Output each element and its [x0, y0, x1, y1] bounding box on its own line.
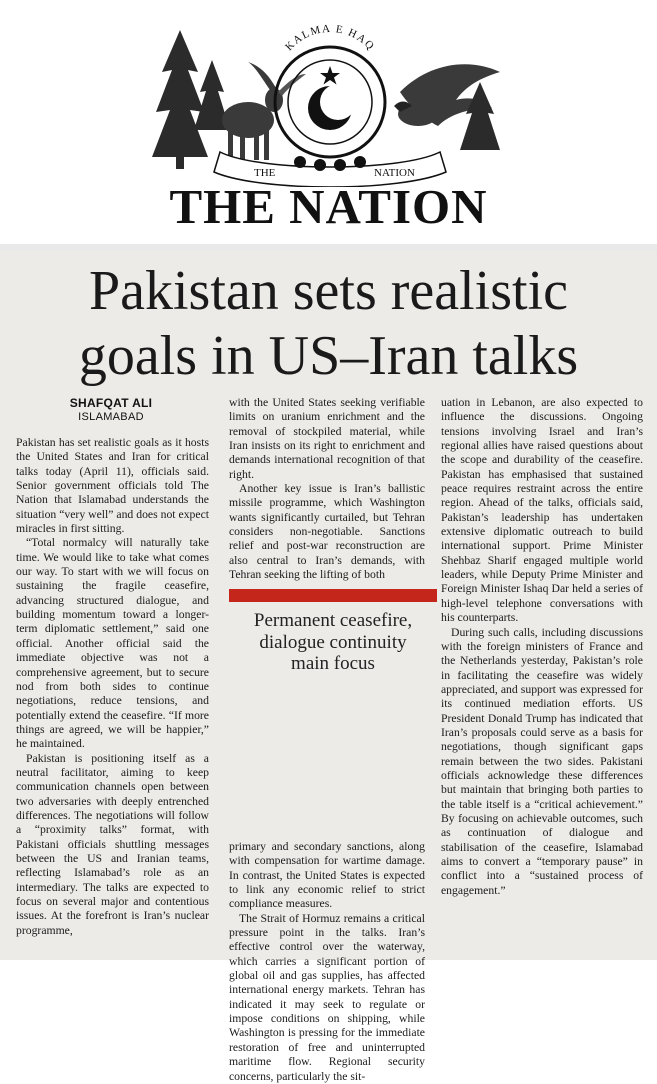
newspaper-name: THE NATION [169, 179, 488, 234]
pine-tree-left-icon [152, 30, 230, 169]
emblem-left-text: THE [254, 167, 276, 179]
dateline: ISLAMABAD [78, 411, 144, 423]
pull-quote-line: main focus [291, 653, 375, 674]
paragraph: Pakistan has set realistic goals as it hosts the United States and Iran for critical talks today (April 11), officials said. Senior government officials told The Nation that Islamabad understands the situation “very well” and does not expect miracles in first sitting. [16, 436, 209, 536]
markhor-icon [222, 62, 306, 160]
article-column-2-bottom [229, 840, 425, 1084]
paragraph: Pakistan is positioning itself as a neutral facilitator, aiming to keep communication channels open between two adversaries with deeply entrenched differences. The negotiations will follow a “proximity talks” format, with Pakistani officials shuttling messages between the US and Iranian teams, reflecting Islamabad’s role as an intermediary. The talks are expected to focus on several major and contentious issues. At the forefront is Iran’s nuclear programme, [16, 751, 209, 937]
pull-quote-line: dialogue continuity [259, 631, 407, 653]
article-clipping [0, 250, 657, 1083]
masthead [0, 0, 657, 245]
paragraph: “Total normalcy will naturally take time. We would like to take what comes our way. To start with we will focus on sustaining the fragile ceasefire, advancing structured dialogue, and building momentum toward a longer-term diplomatic settlement,” said one official. Another official said the immediate objective was not a comprehensive agreement, but to secure nod from both sides to continue negotiations, reduce tensions, and potentially extend the ceasefire. “If more things are agreed, we will be happier,” he maintained. [16, 536, 209, 751]
article-column-1 [16, 436, 209, 938]
headline-line-2: goals in US–Iran talks [78, 325, 579, 387]
crescent-star-seal-icon [275, 23, 385, 157]
pine-tree-right-icon [460, 82, 500, 150]
masthead-emblem [150, 22, 510, 187]
paragraph: During such calls, including discussions with the foreign ministers of France and the Netherlands yesterday, Pakistan’s role in facilitating the ceasefire was widely appreciated, and support was expressed for its continued mediation efforts. US President Donald Trump has indicated that Iran’s proposals could serve as a basis for negotiations, though significant gaps remain between the two sides. Pakistani officials acknowledge these differences but maintain that bringing both parties to the table itself is a “critical achievement.” By focusing on achievable outcomes, such as continuation of dialogue and stabilisation of the ceasefire, Islamabad aims to convert a “temporary pause” in conflict into a “sustained process of engagement.” [441, 625, 643, 897]
emblem-right-text: NATION [374, 167, 415, 179]
paragraph: The Strait of Hormuz remains a critical pressure point in the talks. Iran’s effective control over the waterway, which carries a significant portion of global oil and gas supplies, has affected international energy markets. Tehran has indicated it may seek to regulate or impose conditions on shipping, while Washington is pressing for the immediate restoration of free and uninterrupted maritime flow. Regional security concerns, particularly the sit- [229, 911, 425, 1083]
article-column-3 [441, 396, 643, 898]
paragraph: with the United States seeking verifiable limits on uranium enrichment and the removal of stockpiled material, while Iran insists on its right to enrichment and demands international recognition of that right. [229, 396, 425, 481]
paragraph: uation in Lebanon, are also expected to influence the discussions. Ongoing tensions involving Israel and Iran’s regional allies have raised questions about the scope and durability of the ceasefire. Pakistan has emphasised that sustained peace requires restraint across the entire region. Ahead of the talks, officials said, Pakistan’s leadership has undertaken extensive diplomatic outreach to build international support. Prime Minister Shehbaz Sharif engaged multiple world leaders, while Deputy Prime Minister and Foreign Minister Ishaq Dar held a series of high-level telephone conversations with his counterparts. [441, 396, 643, 625]
pull-quote-line: Permanent ceasefire, [253, 610, 413, 631]
headline-line-1: Pakistan sets realistic [88, 260, 568, 322]
paragraph: primary and secondary sanctions, along with compensation for wartime damage. In contrast, the United States is expected to link any economic relief to strict compliance measures. [229, 840, 425, 911]
paragraph: Another key issue is Iran’s ballistic missile programme, which Washington wants significantly curtailed, but Tehran considers non-negotiable. Sanctions relief and post-war reconstruction are also central to Iran’s demands, with Tehran seeking the lifting of both [229, 482, 425, 582]
byline: SHAFQAT ALI [69, 396, 153, 410]
pull-quote [229, 589, 437, 695]
emblem-top-text: KALMA E HAQ [283, 22, 377, 54]
pull-quote-text [229, 610, 437, 675]
pull-quote-bar [229, 589, 437, 602]
article-column-2-top [229, 396, 425, 582]
svg-text:KALMA E HAQ [283, 23, 377, 53]
